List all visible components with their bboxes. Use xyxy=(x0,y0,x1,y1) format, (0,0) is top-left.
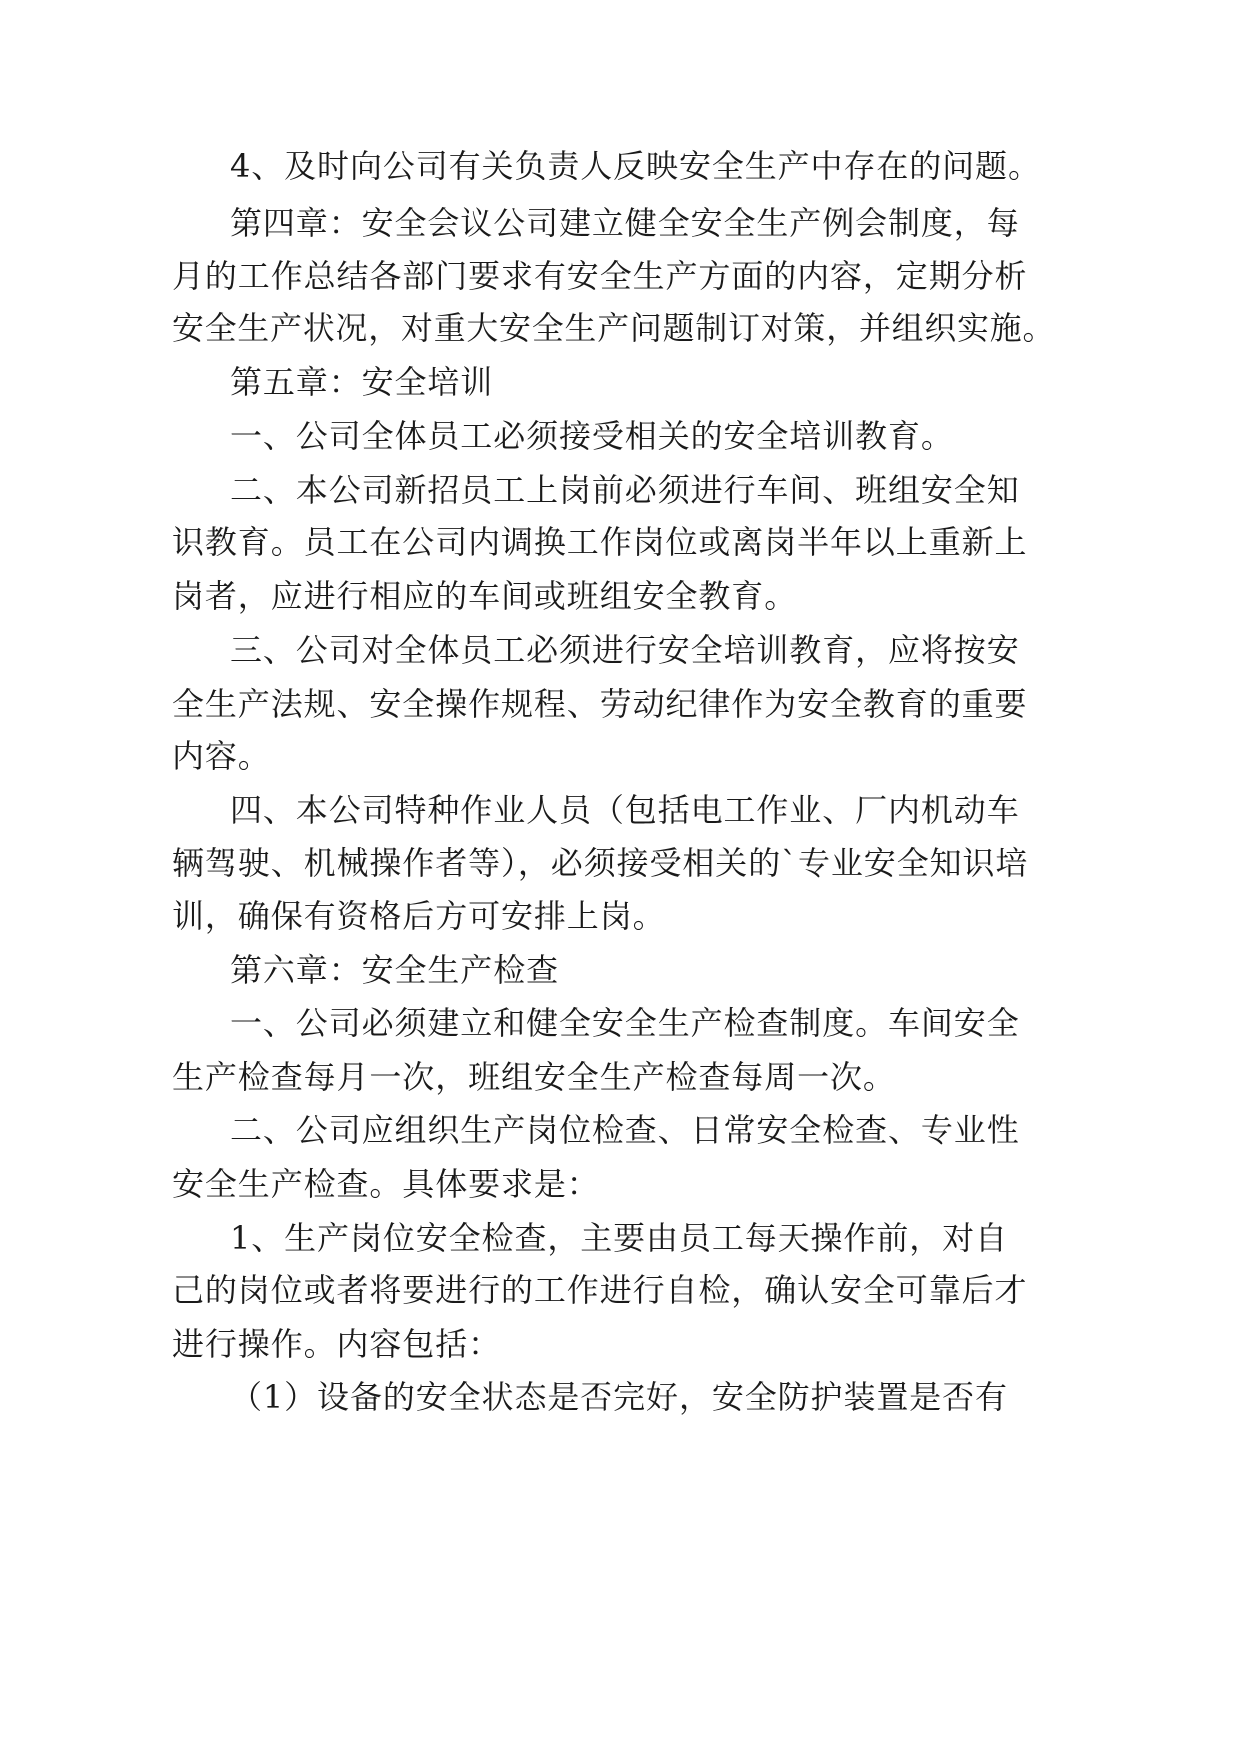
paragraph-line: 二、本公司新招员工上岗前必须进行车间、班组安全知 xyxy=(230,471,1020,509)
paragraph-line: 内容。 xyxy=(172,737,271,775)
paragraph-line: 二、公司应组织生产岗位检查、日常安全检查、专业性 xyxy=(230,1111,1020,1149)
paragraph-line: 己的岗位或者将要进行的工作进行自检，确认安全可靠后才 xyxy=(172,1271,1028,1309)
paragraph-line: 一、公司必须建立和健全安全生产检查制度。车间安全 xyxy=(230,1004,1020,1042)
paragraph-line: 训，确保有资格后方可安排上岗。 xyxy=(172,897,666,935)
paragraph-line: 全生产法规、安全操作规程、劳动纪律作为安全教育的重要 xyxy=(172,685,1028,723)
paragraph-line: 岗者，应进行相应的车间或班组安全教育。 xyxy=(172,577,798,615)
paragraph-line: （1）设备的安全状态是否完好，安全防护装置是否有 xyxy=(230,1378,1008,1416)
paragraph-line: 4、及时向公司有关负责人反映安全生产中存在的问题。 xyxy=(230,147,1041,185)
paragraph-line: 月的工作总结各部门要求有安全生产方面的内容，定期分析 xyxy=(172,257,1028,295)
paragraph-line: 安全生产检查。具体要求是： xyxy=(172,1165,600,1203)
paragraph-line: 1、生产岗位安全检查，主要由员工每天操作前，对自 xyxy=(230,1219,1008,1257)
paragraph-line: 安全生产状况，对重大安全生产问题制订对策，并组织实施。 xyxy=(172,309,1056,347)
paragraph-line: 四、本公司特种作业人员（包括电工作业、厂内机动车 xyxy=(230,791,1020,829)
chapter-heading: 第五章：安全培训 xyxy=(230,363,494,401)
chapter-heading-line: 第四章：安全会议公司建立健全安全生产例会制度，每 xyxy=(230,204,1020,242)
paragraph-line: 一、公司全体员工必须接受相关的安全培训教育。 xyxy=(230,417,954,455)
paragraph-line: 辆驾驶、机械操作者等），必须接受相关的`专业安全知识培 xyxy=(172,844,1029,882)
paragraph-line: 进行操作。内容包括： xyxy=(172,1325,502,1363)
paragraph-line: 三、公司对全体员工必须进行安全培训教育，应将按安 xyxy=(230,631,1020,669)
paragraph-line: 识教育。员工在公司内调换工作岗位或离岗半年以上重新上 xyxy=(172,523,1028,561)
chapter-heading: 第六章：安全生产检查 xyxy=(230,951,560,989)
paragraph-line: 生产检查每月一次，班组安全生产检查每周一次。 xyxy=(172,1058,896,1096)
